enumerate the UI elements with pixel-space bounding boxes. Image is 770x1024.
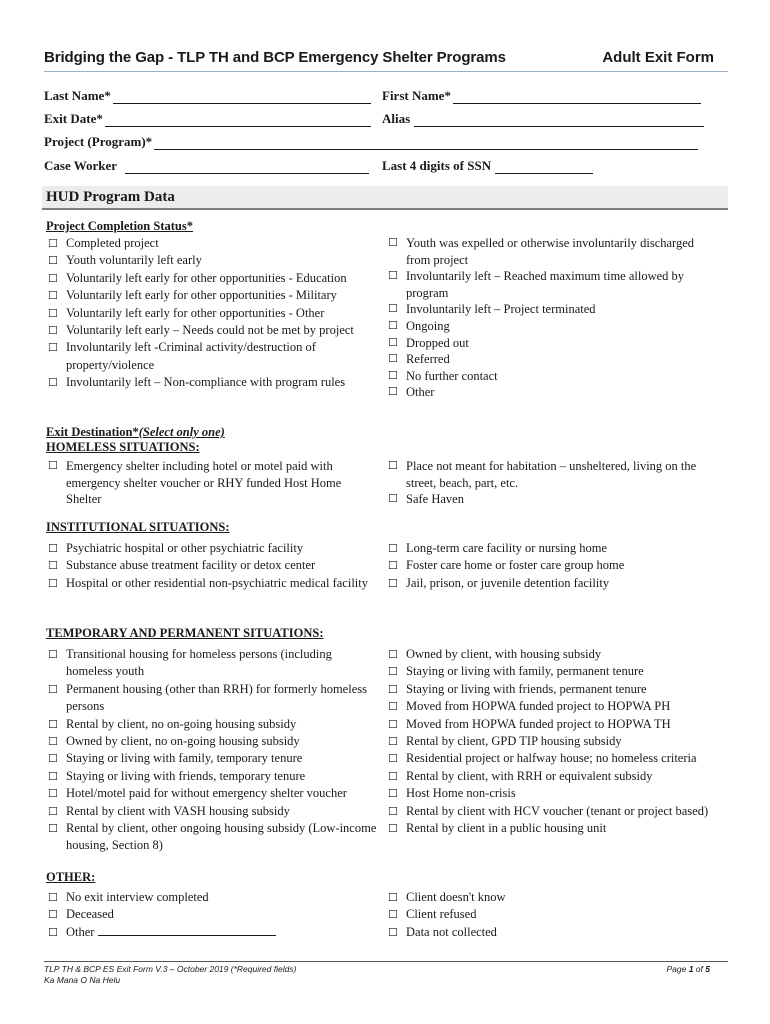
option-label: Place not meant for habitation – unsheltered, living on the street, beach, part, etc.: [406, 459, 697, 490]
checkbox-icon[interactable]: ☐: [388, 459, 398, 472]
checkbox-icon[interactable]: ☐: [48, 735, 58, 749]
checkbox-icon[interactable]: ☐: [48, 769, 58, 783]
option-item[interactable]: [388, 768, 724, 785]
checkbox-icon[interactable]: ☐: [48, 925, 58, 939]
checkbox-icon[interactable]: ☐: [388, 908, 398, 922]
option-item[interactable]: [48, 889, 378, 906]
option-label: Voluntarily left early for other opportunities - Other: [66, 305, 325, 320]
program-title: Bridging the Gap - TLP TH and BCP Emergency Shelter Programs: [44, 49, 506, 66]
option-item[interactable]: [388, 368, 718, 385]
option-item[interactable]: [48, 785, 378, 802]
option-label: Client refused: [406, 907, 477, 922]
last-name-field[interactable]: [44, 88, 371, 104]
option-label: Transitional housing for homeless persons (including homeless youth: [66, 647, 332, 679]
option-label: Jail, prison, or juvenile detention facility: [406, 575, 610, 590]
option-item[interactable]: [48, 768, 378, 785]
institutional-heading: INSTITUTIONAL SITUATIONS:: [46, 520, 230, 534]
option-label: No exit interview completed: [66, 890, 209, 904]
option-item[interactable]: [48, 339, 378, 374]
option-item[interactable]: [48, 458, 378, 508]
completion-right-list: [388, 235, 718, 401]
option-label: Deceased: [66, 907, 114, 922]
option-label: Referred: [406, 352, 450, 367]
checkbox-icon[interactable]: ☐: [388, 648, 398, 661]
checkbox-icon[interactable]: ☐: [48, 376, 58, 390]
option-label: Rental by client, other ongoing housing subsidy (Low-income housing, Section 8): [66, 821, 377, 853]
option-item[interactable]: [48, 646, 378, 681]
option-item[interactable]: [48, 557, 378, 574]
page-prefix: Page: [666, 964, 687, 974]
option-item[interactable]: [388, 301, 718, 318]
checkbox-icon[interactable]: ☐: [48, 254, 58, 268]
option-item[interactable]: [388, 803, 724, 820]
option-item[interactable]: [48, 924, 378, 941]
checkbox-icon[interactable]: ☐: [48, 271, 58, 285]
option-label: Rental by client, with RRH or equivalent subsidy: [406, 768, 653, 783]
option-label: Moved from HOPWA funded project to HOPWA PH: [406, 699, 671, 714]
homeless-left-list: [48, 458, 378, 508]
option-item[interactable]: [388, 351, 718, 368]
checkbox-icon[interactable]: ☐: [388, 735, 398, 749]
exit-destination-note: (Select only one): [138, 425, 225, 439]
project-field[interactable]: [44, 134, 698, 150]
option-label: Long-term care facility or nursing home: [406, 541, 607, 555]
form-title: Adult Exit Form: [602, 49, 714, 66]
option-label: Rental by client in a public housing unit: [406, 821, 607, 836]
option-item[interactable]: [48, 733, 378, 750]
checkbox-icon[interactable]: ☐: [48, 648, 58, 661]
option-label: Substance abuse treatment facility or detox center: [66, 558, 316, 573]
page-header: [44, 48, 728, 72]
checkbox-icon[interactable]: ☐: [48, 576, 58, 590]
option-label: Data not collected: [406, 924, 497, 939]
checkbox-icon[interactable]: ☐: [48, 341, 58, 355]
option-label: Permanent housing (other than RRH) for formerly homeless persons: [66, 681, 367, 714]
case-worker-line[interactable]: [125, 162, 369, 174]
alias-field[interactable]: [382, 111, 704, 127]
option-label: Involuntarily left – Project terminated: [406, 302, 596, 317]
option-item[interactable]: [388, 458, 724, 491]
checkbox-icon[interactable]: ☐: [388, 542, 398, 555]
checkbox-icon[interactable]: ☐: [48, 804, 58, 818]
option-item[interactable]: [388, 540, 724, 557]
checkbox-icon[interactable]: ☐: [48, 717, 58, 731]
option-item[interactable]: [388, 235, 718, 268]
checkbox-icon[interactable]: ☐: [48, 891, 58, 904]
exit-date-line[interactable]: [105, 115, 371, 127]
option-label: Other: [406, 385, 435, 400]
option-label: Voluntarily left early for other opportunities - Education: [66, 270, 347, 285]
option-item[interactable]: [48, 906, 378, 923]
checkbox-icon[interactable]: ☐: [48, 324, 58, 338]
homeless-heading: HOMELESS SITUATIONS:: [46, 440, 200, 454]
exit-destination-label: Exit Destination*: [46, 425, 139, 439]
checkbox-icon[interactable]: ☐: [48, 908, 58, 922]
option-label: Staying or living with family, permanent tenure: [406, 664, 644, 679]
option-label: Staying or living with family, temporary tenure: [66, 751, 303, 766]
option-item[interactable]: [48, 540, 378, 557]
checkbox-icon[interactable]: ☐: [388, 335, 398, 349]
checkbox-icon[interactable]: ☐: [48, 306, 58, 320]
ssn-line[interactable]: [495, 162, 593, 174]
option-item[interactable]: [388, 750, 724, 767]
checkbox-icon[interactable]: ☐: [388, 665, 398, 679]
checkbox-icon[interactable]: ☐: [388, 302, 398, 316]
checkbox-icon[interactable]: ☐: [48, 289, 58, 303]
checkbox-icon[interactable]: ☐: [388, 682, 398, 696]
first-name-field[interactable]: [382, 88, 701, 104]
footer-version: TLP TH & BCP ES Exit Form V.3 – October 2019 (*Required fields): [44, 964, 297, 974]
checkbox-icon[interactable]: ☐: [48, 787, 58, 801]
page-current: 1: [688, 964, 694, 974]
option-label: No further contact: [406, 368, 498, 383]
option-label: Voluntarily left early for other opportunities - Military: [66, 288, 337, 303]
option-label: Rental by client with VASH housing subsidy: [66, 803, 290, 818]
option-label: Moved from HOPWA funded project to HOPWA TH: [406, 716, 671, 731]
checkbox-icon[interactable]: ☐: [48, 459, 58, 472]
checkbox-icon[interactable]: ☐: [388, 769, 398, 783]
option-item[interactable]: [388, 335, 718, 352]
option-label: Residential project or halfway house; no homeless criteria: [406, 751, 697, 766]
option-label: Other: [66, 924, 95, 939]
option-item[interactable]: [48, 287, 378, 304]
option-label: Involuntarily left -Criminal activity/destruction of property/violence: [66, 340, 316, 372]
ssn-label: Last 4 digits of SSN: [382, 158, 492, 173]
footer-info: [44, 964, 296, 986]
alias-line[interactable]: [414, 115, 704, 127]
option-label: Dropped out: [406, 335, 469, 350]
other-heading: OTHER:: [46, 870, 96, 884]
checkbox-icon[interactable]: ☐: [388, 804, 398, 818]
last-name-label: Last Name*: [44, 88, 111, 103]
option-item[interactable]: [388, 733, 724, 750]
checkbox-icon[interactable]: ☐: [48, 752, 58, 766]
option-label: Rental by client with HCV voucher (tenant or project based): [406, 803, 709, 818]
checkbox-icon[interactable]: ☐: [388, 318, 398, 332]
option-item[interactable]: [388, 785, 724, 802]
option-item[interactable]: [388, 906, 724, 923]
hud-section-title: HUD Program Data: [46, 189, 175, 205]
option-item[interactable]: [388, 557, 724, 574]
option-item[interactable]: [48, 374, 378, 391]
checkbox-icon[interactable]: ☐: [48, 559, 58, 573]
project-line[interactable]: [154, 138, 698, 150]
option-item[interactable]: [48, 750, 378, 767]
footer-divider: [44, 961, 728, 962]
option-label: Host Home non-crisis: [406, 786, 516, 801]
option-item[interactable]: [48, 252, 378, 269]
checkbox-icon[interactable]: ☐: [388, 787, 398, 801]
page-total: 5: [705, 964, 710, 974]
case-worker-label: Case Worker: [44, 158, 118, 173]
option-item[interactable]: [388, 646, 724, 663]
checkbox-icon[interactable]: ☐: [388, 236, 398, 249]
exit-date-label: Exit Date*: [44, 111, 103, 126]
option-item[interactable]: [388, 924, 724, 941]
option-item[interactable]: [388, 575, 724, 592]
page-of: of: [695, 964, 703, 974]
option-label: Hotel/motel paid for without emergency shelter voucher: [66, 786, 347, 801]
checkbox-icon[interactable]: ☐: [388, 352, 398, 366]
first-name-line[interactable]: [453, 92, 701, 104]
checkbox-icon[interactable]: ☐: [388, 822, 398, 836]
option-label: Youth was expelled or otherwise involuntarily discharged from project: [406, 236, 695, 267]
institutional-left-list: [48, 540, 378, 592]
option-label: Emergency shelter including hotel or motel paid with emergency shelter voucher or RHY funded Host Home Shelter: [66, 459, 342, 507]
option-label: Foster care home or foster care group home: [406, 558, 625, 573]
page-number: [666, 964, 710, 974]
checkbox-icon[interactable]: ☐: [388, 700, 398, 714]
option-label: Ongoing: [406, 318, 450, 333]
option-item[interactable]: [48, 716, 378, 733]
ssn-field[interactable]: [382, 158, 593, 174]
option-item[interactable]: [388, 491, 724, 508]
option-item[interactable]: [388, 716, 724, 733]
footer-org: Ka Mana O Na Helu: [44, 975, 121, 985]
checkbox-icon[interactable]: ☐: [388, 752, 398, 766]
project-label: Project (Program)*: [44, 134, 153, 149]
option-label: Rental by client, no on-going housing subsidy: [66, 716, 297, 731]
option-label: Involuntarily left – Non-compliance with program rules: [66, 375, 346, 390]
option-item[interactable]: [388, 663, 724, 680]
option-label: Psychiatric hospital or other psychiatric facility: [66, 541, 304, 555]
exit-date-field[interactable]: [44, 111, 371, 127]
checkbox-icon[interactable]: ☐: [388, 891, 398, 904]
option-item[interactable]: [48, 305, 378, 322]
alias-label: Alias: [382, 111, 411, 126]
option-item[interactable]: [48, 322, 378, 339]
temp-perm-right-list: [388, 646, 724, 837]
option-item[interactable]: [48, 803, 378, 820]
other-left-list: [48, 889, 378, 941]
checkbox-icon[interactable]: ☐: [48, 542, 58, 555]
option-label: Owned by client, no on-going housing subsidy: [66, 734, 300, 749]
option-label: Staying or living with friends, permanent tenure: [406, 681, 647, 696]
option-item[interactable]: [388, 820, 724, 837]
checkbox-icon[interactable]: ☐: [388, 925, 398, 939]
other-specify-line[interactable]: [98, 925, 276, 936]
checkbox-icon[interactable]: ☐: [388, 368, 398, 382]
checkbox-icon[interactable]: ☐: [48, 682, 58, 696]
option-label: Staying or living with friends, temporary tenure: [66, 768, 306, 783]
option-item[interactable]: [388, 698, 724, 715]
homeless-right-list: [388, 458, 724, 508]
checkbox-icon[interactable]: ☐: [388, 559, 398, 573]
option-label: Client doesn't know: [406, 890, 506, 904]
option-item[interactable]: [388, 268, 718, 301]
option-item[interactable]: [48, 820, 378, 855]
checkbox-icon[interactable]: ☐: [388, 385, 398, 399]
option-label: Completed project: [66, 236, 159, 250]
option-label: Rental by client, GPD TIP housing subsidy: [406, 734, 622, 749]
last-name-line[interactable]: [113, 92, 371, 104]
option-item[interactable]: [388, 318, 718, 335]
first-name-label: First Name*: [382, 88, 451, 103]
option-label: Safe Haven: [406, 492, 464, 507]
temp-perm-heading: TEMPORARY AND PERMANENT SITUATIONS:: [46, 626, 324, 640]
option-label: Voluntarily left early – Needs could not be met by project: [66, 323, 354, 338]
case-worker-field[interactable]: [44, 158, 369, 174]
option-item[interactable]: [48, 575, 378, 592]
option-item[interactable]: [48, 235, 378, 252]
completion-left-list: [48, 235, 378, 392]
checkbox-icon[interactable]: ☐: [388, 269, 398, 283]
other-right-list: [388, 889, 724, 941]
option-item[interactable]: [48, 681, 378, 716]
option-item[interactable]: [48, 270, 378, 287]
option-item[interactable]: [388, 889, 724, 906]
checkbox-icon[interactable]: ☐: [48, 822, 58, 836]
institutional-right-list: [388, 540, 724, 592]
option-item[interactable]: [388, 384, 718, 401]
option-label: Involuntarily left – Reached maximum time allowed by program: [406, 269, 685, 300]
completion-heading: Project Completion Status*: [46, 219, 193, 233]
option-item[interactable]: [388, 681, 724, 698]
checkbox-icon[interactable]: ☐: [388, 492, 398, 506]
checkbox-icon[interactable]: ☐: [388, 717, 398, 731]
temp-perm-left-list: [48, 646, 378, 855]
hud-section-bar: [42, 186, 728, 210]
exit-destination-heading: [46, 425, 225, 440]
option-label: Hospital or other residential non-psychiatric medical facility: [66, 575, 368, 590]
option-label: Youth voluntarily left early: [66, 253, 202, 268]
checkbox-icon[interactable]: ☐: [388, 576, 398, 590]
checkbox-icon[interactable]: ☐: [48, 237, 58, 250]
option-label: Owned by client, with housing subsidy: [406, 647, 602, 661]
